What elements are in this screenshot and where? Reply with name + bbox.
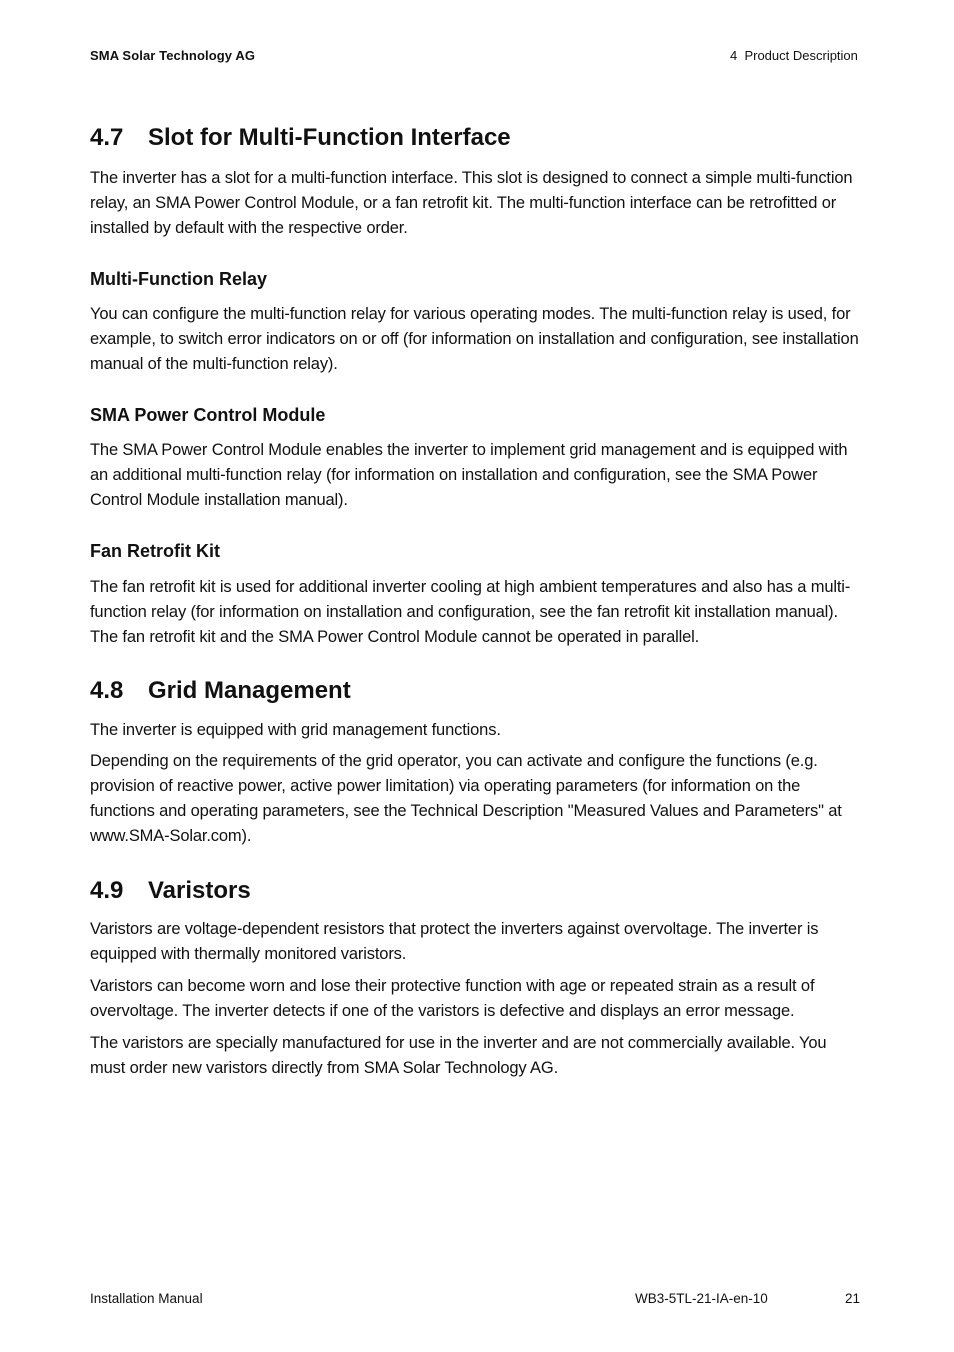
- paragraph-power-control-module: The SMA Power Control Module enables the inverter to implement grid management and is equipped with an additional multi-function relay (for information on installation and configuration, see the SMA Power Control Module installation manual).: [90, 441, 848, 509]
- section-heading-4-7: [90, 124, 511, 152]
- header-chapter: 4 Product Description: [730, 48, 858, 63]
- paragraph-grid-management-1: The inverter is equipped with grid management functions.: [90, 721, 501, 739]
- section-heading-4-9: [90, 877, 251, 905]
- section-title: Varistors: [148, 877, 251, 904]
- paragraph-fan-retrofit-kit: The fan retrofit kit is used for additional inverter cooling at high ambient temperatures and also has a multi-function relay (for information on installation and configuration, see the fan retrofit kit installation manual). The fan retrofit kit and the SMA Power Control Module cannot be operated in parallel.: [90, 578, 851, 646]
- subheading-multi-function-relay: Multi-Function Relay: [90, 269, 267, 289]
- paragraph-grid-management-2: Depending on the requirements of the grid operator, you can activate and configure the functions (e.g. provision of reactive power, active power limitation) via operating parameters (for information on the functions and operating parameters, see the Technical Description "Measured Values and Parameters" at www.SMA-Solar.com).: [90, 752, 842, 845]
- header-company: SMA Solar Technology AG: [90, 48, 256, 63]
- section-number: 4.7: [90, 124, 124, 151]
- section-number: 4.8: [90, 677, 124, 704]
- paragraph-multi-function-relay: You can configure the multi-function relay for various operating modes. The multi-function relay is used, for example, to switch error indicators on or off (for information on installation and configuration, see installation manual of the multi-function relay).: [90, 305, 859, 373]
- paragraph-varistors-3: The varistors are specially manufactured for use in the inverter and are not commercially available. You must order new varistors directly from SMA Solar Technology AG.: [90, 1034, 827, 1077]
- section-title: Grid Management: [148, 677, 351, 704]
- footer-doc-code: WB3-5TL-21-IA-en-10: [635, 1291, 768, 1306]
- section-title: Slot for Multi-Function Interface: [148, 124, 511, 151]
- footer-page-number: 21: [845, 1291, 861, 1306]
- paragraph-varistors-2: Varistors can become worn and lose their protective function with age or repeated strain as a result of overvoltage. The inverter detects if one of the varistors is defective and displays an error message.: [90, 977, 815, 1020]
- paragraph-varistors-1: Varistors are voltage-dependent resistors that protect the inverters against overvoltage. The inverter is equipped with thermally monitored varistors.: [90, 920, 819, 963]
- section-heading-4-8: [90, 677, 351, 705]
- footer-doc-type: Installation Manual: [90, 1291, 203, 1306]
- section-number: 4.9: [90, 877, 124, 904]
- subheading-fan-retrofit-kit: Fan Retrofit Kit: [90, 541, 220, 561]
- subheading-power-control-module: SMA Power Control Module: [90, 405, 326, 425]
- paragraph-slot-intro: The inverter has a slot for a multi-function interface. This slot is designed to connect a simple multi-function relay, an SMA Power Control Module, or a fan retrofit kit. The multi-function interface can be retrofitted or installed by default with the respective order.: [90, 169, 853, 237]
